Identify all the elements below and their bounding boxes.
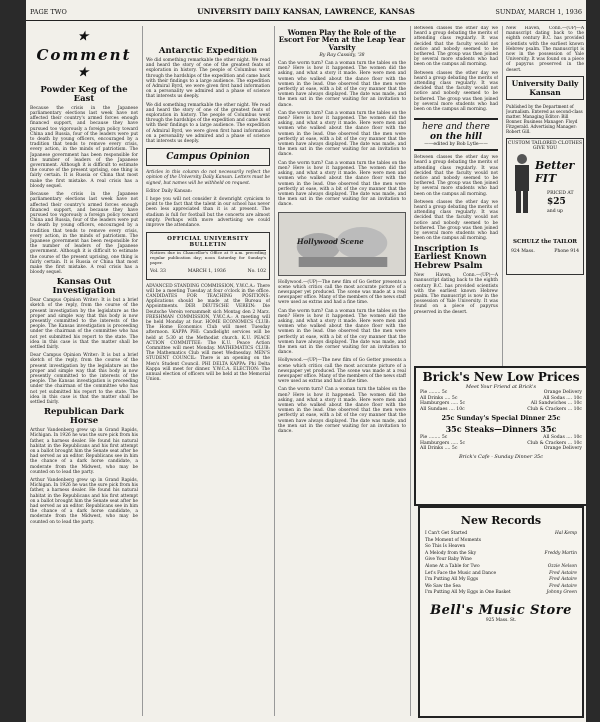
- bells-music-store-logo: Bell's Music Store: [430, 602, 572, 618]
- article-body: Arthur Vandenberg grew up in Grand Rapids, Michigan. In 1926 he was the sure pick from his father, a harness dealer. He found his natural habitat in the Republicans and his first attempt on a ballot brought him the Senate seat after he had served as an editor. Republicans see in him the chance of a dark horse candidate, a moderate from the Midwest, who may be counted on to lead the party.: [30, 477, 138, 525]
- article-body: We did something remarkable the other night. We read and heard the story of one of the greatest feats of exploration in history. The people of Columbus went through the hardships of the expedition and came back with their findings to a large audience. The expedition of Admiral Byrd, we were given first hand information on a personality we admired and a phase of science that interests us deeply.: [146, 102, 270, 144]
- paper-title: UNIVERSITY DAILY KANSAN, LAWRENCE, KANSAS: [197, 7, 415, 16]
- article-body: We did something remarkable the other night. We read and heard the story of one of the greatest feats of exploration in history. The people of Columbus went through the hardships of the expedition and came back with their findings to a large audience. The expedition of Admiral Byrd, we were given first hand information on a personality we admired and a phase of science that interests us deeply.: [146, 57, 270, 100]
- campus-opinion-box: [146, 148, 270, 166]
- bulletin-title: OFFICIAL UNIVERSITY BULLETIN: [150, 236, 266, 251]
- sunday-special: 25c Sunday's Special Dinner 25c: [441, 414, 561, 422]
- article-body: New Haven, Conn.—(UP)—A manuscript dating back to the eighth century B.C. has provided scientists with the earliest known Hebrew psalm. The manuscript is now in the possession of Yale University. It was found on a piece of papyrus preserved in the desert.: [414, 273, 498, 315]
- menu-row: Hamburgers ..... 5c Club & Crackers ... 10c: [420, 440, 582, 446]
- article-body: Can the worm turn? Can a woman turn the tables on the men? Here is how it happened. The women did the asking, and what a story it made. Here were men and women who walked about the dance floor with the women in the lead. One observed that the men were perfectly at ease, with a bit of the coy manner that the women have always displayed. The date was made, and the men sat in the corner waiting for an invitation to dance.: [278, 160, 406, 208]
- page-header: [26, 6, 586, 21]
- article-headline: Republican Dark Horse: [43, 407, 125, 427]
- record-item: Give Your Baby Wine: [425, 557, 472, 563]
- page-number: PAGE TWO: [30, 8, 67, 16]
- record-item: A Melody from the Sky Freddy Martin: [425, 550, 577, 556]
- menu-row: Hamburgers ..... 5c All Sandwiches ... 10c: [420, 401, 582, 406]
- byline: By Ray Cassidy, '38: [319, 53, 365, 59]
- record-item: I'm Putting All My Eggs in One Basket Johnny Green: [425, 590, 577, 596]
- steaks-dinners: 35c Steaks—Dinners 35c: [445, 424, 557, 434]
- new-records-ad: [418, 506, 584, 718]
- menu-row: All Drinks .... 5c All Sodas .... 10c: [420, 395, 582, 401]
- here-and-there-heading: here and there on the hill ——edited by Bob Lytle——: [414, 118, 498, 151]
- article-body: Because the crisis in the Japanese parliamentary elections last week have not affected their country's armed forces enough financed support, and because they have pursued too vigorously a foreign policy toward China and Russia, four of the leaders were put to death by young officers, encouraged by a tradition that tends to remove every crisis, every action, in the minds of patriotism. The Japanese government has been responsible for the number of leaders of the Japanese government. Although it is difficult to estimate the course of the present uprising, one thing is fairly certain. It is Russia or China that most make the first mistake. A real crisis has a bloody sequel.: [30, 105, 138, 189]
- records-title: New Records: [460, 514, 542, 527]
- bricks-footer: Brick's Cafe · Sunday Dinner 35c: [458, 453, 544, 460]
- article-body: Can the worm turn? Can a woman turn the tables on the men? Here is how it happened. The women did the asking, and what a story it made. Here were men and women who walked about the dance floor with the women in the lead. One observed that the men were perfectly at ease, with a bit of the coy manner that the women have always displayed. The date was made, and the men sat in the corner waiting for an invitation to dance.: [278, 61, 406, 108]
- record-item: The Moment of Moments: [425, 537, 482, 543]
- masthead: University Daily Kansan: [506, 76, 584, 100]
- star-icon: ★: [77, 65, 91, 79]
- article-body: Dear Campus Opinion Writer: It is but a brief sketch of the reply, from the course of the present investigation by the legislature as the proper and simple way that this body is now presently committed to the interests of the people. The Kansas investigation is proceeding under the chairman of the committee who has not yet submitted his report to the state. The idea in this case is that the matter shall be settled fairly.: [30, 298, 138, 351]
- article-headline: Kansas Out Investigation: [52, 277, 116, 297]
- record-item: I Can't Get Started Hal Kemp: [425, 531, 577, 536]
- record-item: Let's Face the Music and Dance Fred Astaire: [425, 570, 577, 576]
- bricks-ad: [414, 366, 586, 506]
- article-body: Dear Campus Opinion Writer: It is but a brief sketch of the reply, from the course of the present investigation by the legislature as the proper and simple way that this body is now presently committed to the interests of the people. The Kansas investigation is proceeding under the chairman of the committee who has not yet submitted his report to the state. The idea in this case is that the matter shall be settled fairly.: [30, 353, 138, 406]
- man-figure-icon: [511, 153, 533, 215]
- article-headline: Women Play the Role of the Escort For Men at the Leap Year Varsity: [278, 28, 406, 52]
- bricks-subtitle: Meet Your Friend at Brick's: [465, 384, 537, 390]
- article-body: Hollywood.—(UP)—The new film of Go Getter presents a scene which critics call the most accurate picture of a newspaper yet produced. The scene was made at a real newspaper office. Many of the members of the news staff were used as extras and had a fine time.: [278, 279, 406, 306]
- comment-banner: ★ Comment ★: [36, 29, 132, 79]
- cartoon-caption: Hollywood Scene: [297, 236, 364, 246]
- article-headline: Antarctic Expedition: [158, 46, 258, 56]
- campus-opinion-note: Articles in this column do not necessarily reflect the opinion of the University Daily Kansan. Letters must be signed, but names will be withheld on request.: [146, 170, 270, 186]
- campus-opinion-body: I hope you will not consider it downright cynicism to point to the fact that the talent in our school has never been less appreciated than it is at present. The stadium is full for football but the concerts are almost empty. Perhaps with more advertising we could improve the attendance.: [146, 196, 270, 228]
- column-two: [146, 26, 270, 718]
- article-body: Can the worm turn? Can a woman turn the tables on the men? Here is how it happened. The women did the asking, and what a story it made. Here were men and women who walked about the dance floor with the women in the lead. One observed that the men were perfectly at ease, with a bit of the coy manner that the women have always displayed. The date was made, and the men sat in the corner waiting for an invitation to dance.: [278, 110, 406, 158]
- menu-row: All Sundaes .... 10c Club & Crackers ... 10c: [420, 406, 582, 412]
- article-body: Hollywood.—(UP)—The new film of Go Getter presents a scene which critics call the most accurate picture of a newspaper yet produced. The scene was made at a real newspaper office. Many of the members of the news staff were used as extras and had a fine time.: [278, 358, 406, 385]
- masthead-details: Published by the Department of Journalism. Entered as second-class matter. Managing Editor: Bill Bonner. Business Manager: Floyd Fitzgerald. Advertising Manager: Robert Gill.: [506, 104, 583, 135]
- official-bulletin: [146, 232, 270, 279]
- issue-date: SUNDAY, MARCH 1, 1936: [495, 8, 582, 16]
- newspaper-page: [26, 0, 586, 722]
- article-body: Can the worm turn? Can a woman turn the tables on the men? Here is how it happened. The women did the asking, and what a story it made. Here were men and women who walked about the dance floor with the women in the lead. One observed that the men were perfectly at ease, with a bit of the coy manner that the women have always displayed. The date was made, and the men sat in the corner waiting for an invitation to dance.: [278, 387, 406, 434]
- menu-row: Pie ........ 5c Orange Delivery: [420, 390, 582, 395]
- store-address: 925 Mass. St.: [485, 617, 517, 623]
- comment-column: [30, 26, 138, 718]
- article-body: Between classes the other day we heard a group debating the merits of attending class regularly. It was decided that the faculty would not notice and nobody seemed to be bothered. The group was then joined by several more students who had been on the campus all morning.: [414, 70, 498, 113]
- bulletin-meta: Vol. 33 MARCH 1, 1936 No. 102: [150, 268, 266, 274]
- record-item: We Saw the Sea Fred Astaire: [425, 583, 577, 589]
- column-five: [506, 26, 584, 362]
- record-item: Alone At a Table for Two Ozzie Nelson: [425, 563, 577, 569]
- record-item: So This Is Heaven: [425, 544, 466, 550]
- article-body: Between classes the other day we heard a group debating the merits of attending class regularly. It was decided that the faculty would not notice and nobody seemed to be bothered. The group was then joined by several more students who had been on the campus all morning.: [414, 26, 498, 68]
- tailor-ad: CUSTOM TAILORED CLOTHES GIVE YOU Better FIT PRICED AT $25 and up SCHULZ the TAILOR 924 Mass. Phone 914: [506, 138, 584, 275]
- record-item: I'm Putting All My Eggs Fred Astaire: [425, 577, 577, 583]
- bulletin-body: ADVANCED STANDING COMMISSION, Y.W.C.A.: There will be a meeting Tuesday at four o'clock in the office. CANDIDATES FOR TEACHING POSITIONS: Applications should be made at the Bureau of Appointments. DER DEUTSCHE VEREIN: Die Deutsche Verein versammelt sich Montag den 2 Marz. FRESHMAN COMMISSION, Y.W.C.A.: A meeting will be held Monday at four. HOME ECONOMICS CLUB: The Home Economics Club will meet Tuesday afternoon. KAPPA PHI: Candlelight services will be held at 5:30 at the Methodist church. K.U. PEACE ACTION COMMITTEE: The K.U. Peace Action Committee will meet Monday. MATHEMATICS CLUB: The Mathematics Club will meet Wednesday. MEN'S STUDENT COUNCIL: There is an opening on the Men's Student Council. PHI DELTA KAPPA: Phi Delta Kappa will meet for dinner. Y.W.C.A. ELECTION: The annual election of officers will be held at the Memorial Union.: [146, 283, 270, 383]
- bulletin-note: Notices due in Chancellor's Office at 9 a.m. preceding regular publication day; noon Saturday for Sunday's paper.: [150, 250, 266, 265]
- article-body: New Haven, Conn.—(UP)—A manuscript dating back to the eighth century B.C. has provided scientists with the earliest known Hebrew psalm. The manuscript is now in the possession of Yale University. It was found on a piece of papyrus preserved in the desert.: [506, 26, 584, 73]
- article-body: Because the crisis in the Japanese parliamentary elections last week have not affected their country's armed forces enough financed support, and because they have pursued too vigorously a foreign policy toward China and Russia, four of the leaders were put to death by young officers, encouraged by a tradition that tends to remove every crisis, every action, in the minds of patriotism. The Japanese government has been responsible for the number of leaders of the Japanese government. Although it is difficult to estimate the course of the present uprising, one thing is fairly certain. It is Russia or China that most make the first mistake. A real crisis has a bloody sequel.: [30, 192, 138, 276]
- menu-row: All Drinks .... 5c Orange Delivery: [420, 446, 582, 451]
- cartoon-illustration: [278, 212, 406, 276]
- star-icon: ★: [77, 29, 91, 43]
- article-body: Arthur Vandenberg grew up in Grand Rapids, Michigan. In 1926 he was the sure pick from his father, a harness dealer. He found his natural habitat in the Republicans and his first attempt on a ballot brought him the Senate seat after he had served as an editor. Republicans see in him the chance of a dark horse candidate, a moderate from the Midwest, who may be counted on to lead the party.: [30, 428, 138, 475]
- article-body: Can the worm turn? Can a woman turn the tables on the men? Here is how it happened. The women did the asking, and what a story it made. Here were men and women who walked about the dance floor with the women in the lead. One observed that the men were perfectly at ease, with a bit of the coy manner that the women have always displayed. The date was made, and the men sat in the corner waiting for an invitation to dance.: [278, 308, 406, 356]
- article-headline: Powder Keg of the East: [40, 85, 128, 104]
- campus-opinion-title: Campus Opinion: [166, 152, 250, 163]
- column-three: [278, 26, 406, 718]
- article-body: Between classes the other day we heard a group debating the merits of attending class regularly. It was decided that the faculty would not notice and nobody seemed to be bothered. The group was then joined by several more students who had been on the campus all morning.: [414, 199, 498, 242]
- article-headline: Inscription Is Earliest Known Hebrew Psalm: [414, 243, 487, 272]
- campus-opinion-salutation: Editor Daily Kansan:: [146, 188, 193, 194]
- article-body: Between classes the other day we heard a group debating the merits of attending class regularly. It was decided that the faculty would not notice and nobody seemed to be bothered. The group was then joined by several more students who had been on the campus all morning.: [414, 155, 498, 197]
- bricks-title: Brick's New Low Prices: [422, 370, 580, 384]
- menu-row: Pie ........ 5c All Sodas .... 10c: [420, 435, 582, 440]
